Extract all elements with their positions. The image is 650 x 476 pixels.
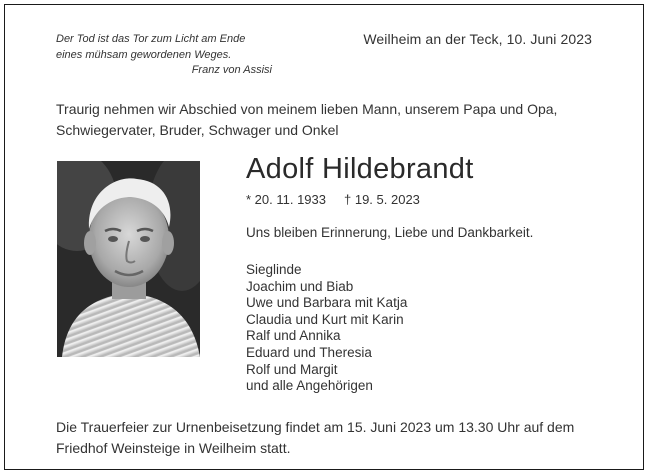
- intro-text: [56, 99, 596, 141]
- mourner-name: Joachim und Biab: [246, 278, 354, 294]
- mourner-name: Ralf und Annika: [246, 328, 341, 344]
- epigraph-quote: [56, 32, 286, 79]
- quote-line: eines mühsam gewordenen Weges.: [56, 48, 232, 61]
- mourner-name: Eduard und Theresia: [246, 344, 372, 360]
- death-date: † 19. 5. 2023: [344, 192, 420, 207]
- mourner-name: und alle Angehörigen: [246, 378, 373, 394]
- portrait-photo: [57, 161, 200, 357]
- life-dates: [246, 192, 420, 207]
- quote-author: Franz von Assisi: [191, 64, 272, 76]
- intro-line: Traurig nehmen wir Abschied von meinem lieben Mann, unserem Papa und Opa,: [56, 101, 558, 117]
- funeral-service-info: [56, 417, 616, 459]
- mourner-name: Rolf und Margit: [246, 361, 338, 377]
- portrait-illustration: [57, 161, 200, 357]
- mourner-name: Sieglinde: [246, 262, 302, 277]
- service-line: Friedhof Weinsteige in Weilheim statt.: [56, 440, 291, 456]
- birth-date: * 20. 11. 1933: [246, 192, 326, 207]
- deceased-name: Adolf Hildebrandt: [246, 153, 474, 185]
- intro-line: Schwiegervater, Bruder, Schwager und Onkel: [56, 122, 339, 138]
- service-line: Die Trauerfeier zur Urnenbeisetzung findet am 15. Juni 2023 um 13.30 Uhr auf dem: [56, 419, 575, 435]
- remembrance-line: Uns bleiben Erinnerung, Liebe und Dankbarkeit.: [246, 225, 534, 240]
- mourners-list: [246, 262, 407, 395]
- place-date: Weilheim an der Teck, 10. Juni 2023: [363, 31, 592, 47]
- quote-line: Der Tod ist das Tor zum Licht am Ende: [56, 33, 246, 45]
- mourner-name: Claudia und Kurt mit Karin: [246, 311, 404, 327]
- mourner-name: Uwe und Barbara mit Katja: [246, 295, 408, 311]
